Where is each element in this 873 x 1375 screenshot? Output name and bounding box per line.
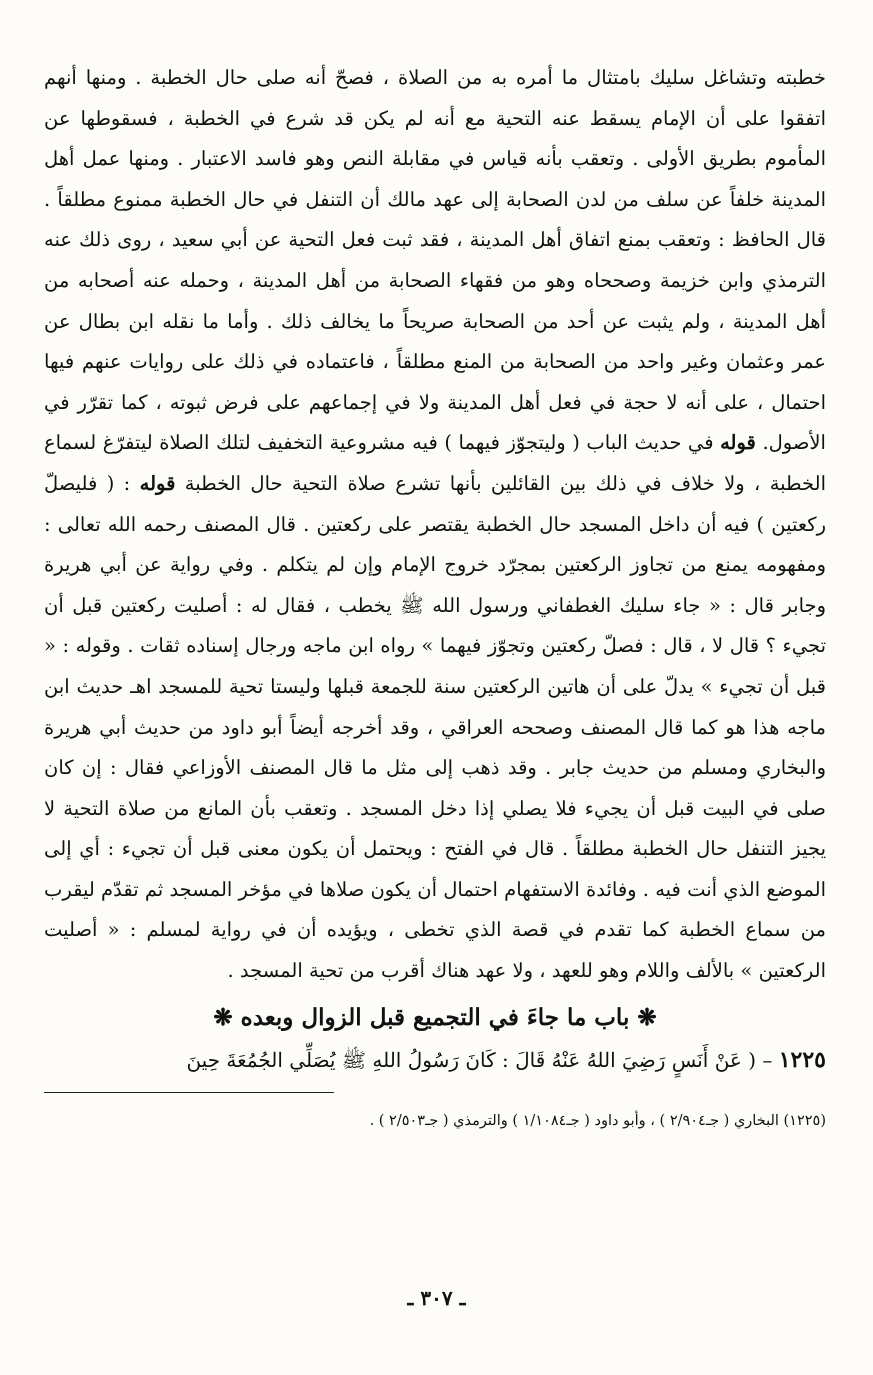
commentary-part-1: خطبته وتشاغل سليك بامتثال ما أمره به من الصلاة ، فصحّ أنه صلى حال الخطبة . ومنها أنهم اتفقوا على أن الإمام يسقط عنه التحية مع أنه لم يكن قد شرع في الخطبة ، فسقوطها عن المأموم بطريق الأولى . وتعقب بأنه قياس في مقابلة النص وهو فاسد الاعتبار . ومنها عمل أهل المدينة خلفاً عن سلف من لدن الصحابة إلى عهد مالك أن التنفل في حال الخطبة ممنوع مطلقاً . قال الحافظ : وتعقب بمنع اتفاق أهل المدينة ، فقد ثبت فعل التحية عن أبي سعيد ، روى ذلك عنه الترمذي وابن خزيمة وصححاه وهو من فقهاء الصحابة من أهل المدينة ، وحمله عنه أصحابه من أهل المدينة ، ولم يثبت عن أحد من الصحابة صريحاً ما يخالف ذلك . وأما ما نقله ابن بطال عن عمر وعثمان وغير واحد من الصحابة من المنع مطلقاً ، فاعتماده في ذلك على روايات عنهم فيها احتمال ، على أنه لا حجة في فعل أهل المدينة ولا في إجماعهم على فرض ثبوته ، كما تقرّر في الأصول.: [44, 66, 826, 455]
page-content: [44, 58, 826, 1133]
footnote: (١٢٢٥) البخاري ( جـ٢/٩٠٤ ) ، وأبو داود ( جـ١/١٠٨٤ ) والترمذي ( جـ٢/٥٠٣ ) .: [369, 1112, 826, 1129]
hadith-line: [44, 1038, 826, 1082]
commentary-part-2: في حديث الباب ( وليتجوّز فيهما ) فيه مشروعية التخفيف لتلك الصلاة ليتفرّغ لسماع الخطبة ، ولا خلاف في ذلك بين القائلين بأنها تشرع صلاة التحية حال الخطبة: [44, 431, 826, 495]
keyword-qawluhu: قوله: [139, 471, 176, 495]
hadith-text: – ( عَنْ أَنَسٍ رَضِيَ اللهُ عَنْهُ قَالَ : كَانَ رَسُولُ اللهِ ﷺ يُصَلِّي الجُمُعَةَ حِينَ: [186, 1047, 773, 1072]
footnote-divider: [44, 1092, 334, 1093]
page-number: ـ ٣٠٧ ـ: [407, 1286, 466, 1310]
chapter-heading: ❋ باب ما جاءَ في التجميع قبل الزوال وبعده ❋: [213, 1003, 657, 1031]
hadith-number: ١٢٢٥: [778, 1046, 826, 1073]
keyword-qawluhu: قوله: [720, 431, 756, 455]
commentary-part-3: : ( فليصلّ ركعتين ) فيه أن داخل المسجد حال الخطبة يقتصر على ركعتين . قال المصنف رحمه الله تعالى : ومفهومه يمنع من تجاوز الركعتين بمجرّد خروج الإمام وإن لم يتكلم . وفي رواية عن أبي هريرة وجابر قال : « جاء سليك الغطفاني ورسول الله ﷺ يخطب ، فقال له : أصليت ركعتين قبل أن تجيء ؟ قال لا ، قال : فصلّ ركعتين وتجوّز فيهما » رواه ابن ماجه ورجال إسناده ثقات . وقوله : « قبل أن تجيء » يدلّ على أن هاتين الركعتين سنة للجمعة قبلها وليستا تحية للمسجد اهـ حديث ابن ماجه هذا هو كما قال المصنف وصححه العراقي ، وقد أخرجه أيضاً أبو داود من حديث أبي هريرة والبخاري ومسلم من حديث جابر . وقد ذهب إلى مثل ما قال المصنف الأوزاعي فقال : إن كان صلى في البيت قبل أن يجيء فلا يصلي إذا دخل المسجد . وتعقب بأن المانع من صلاة التحية لا يجيز التنفل حال الخطبة مطلقاً . قال في الفتح : ويحتمل أن يكون معنى قبل أن تجيء : أي إلى الموضع الذي أنت فيه . وفائدة الاستفهام احتمال أن يكون صلاها في مؤخر المسجد ثم تقدّم ليقرب من سماع الخطبة كما تقدم في قصة الذي تخطى ، ويؤيده أن في رواية لمسلم : « أصليت الركعتين » بالألف واللام وهو للعهد ، ولا عهد هناك أقرب من تحية المسجد .: [44, 471, 826, 983]
commentary-text: [44, 58, 826, 992]
